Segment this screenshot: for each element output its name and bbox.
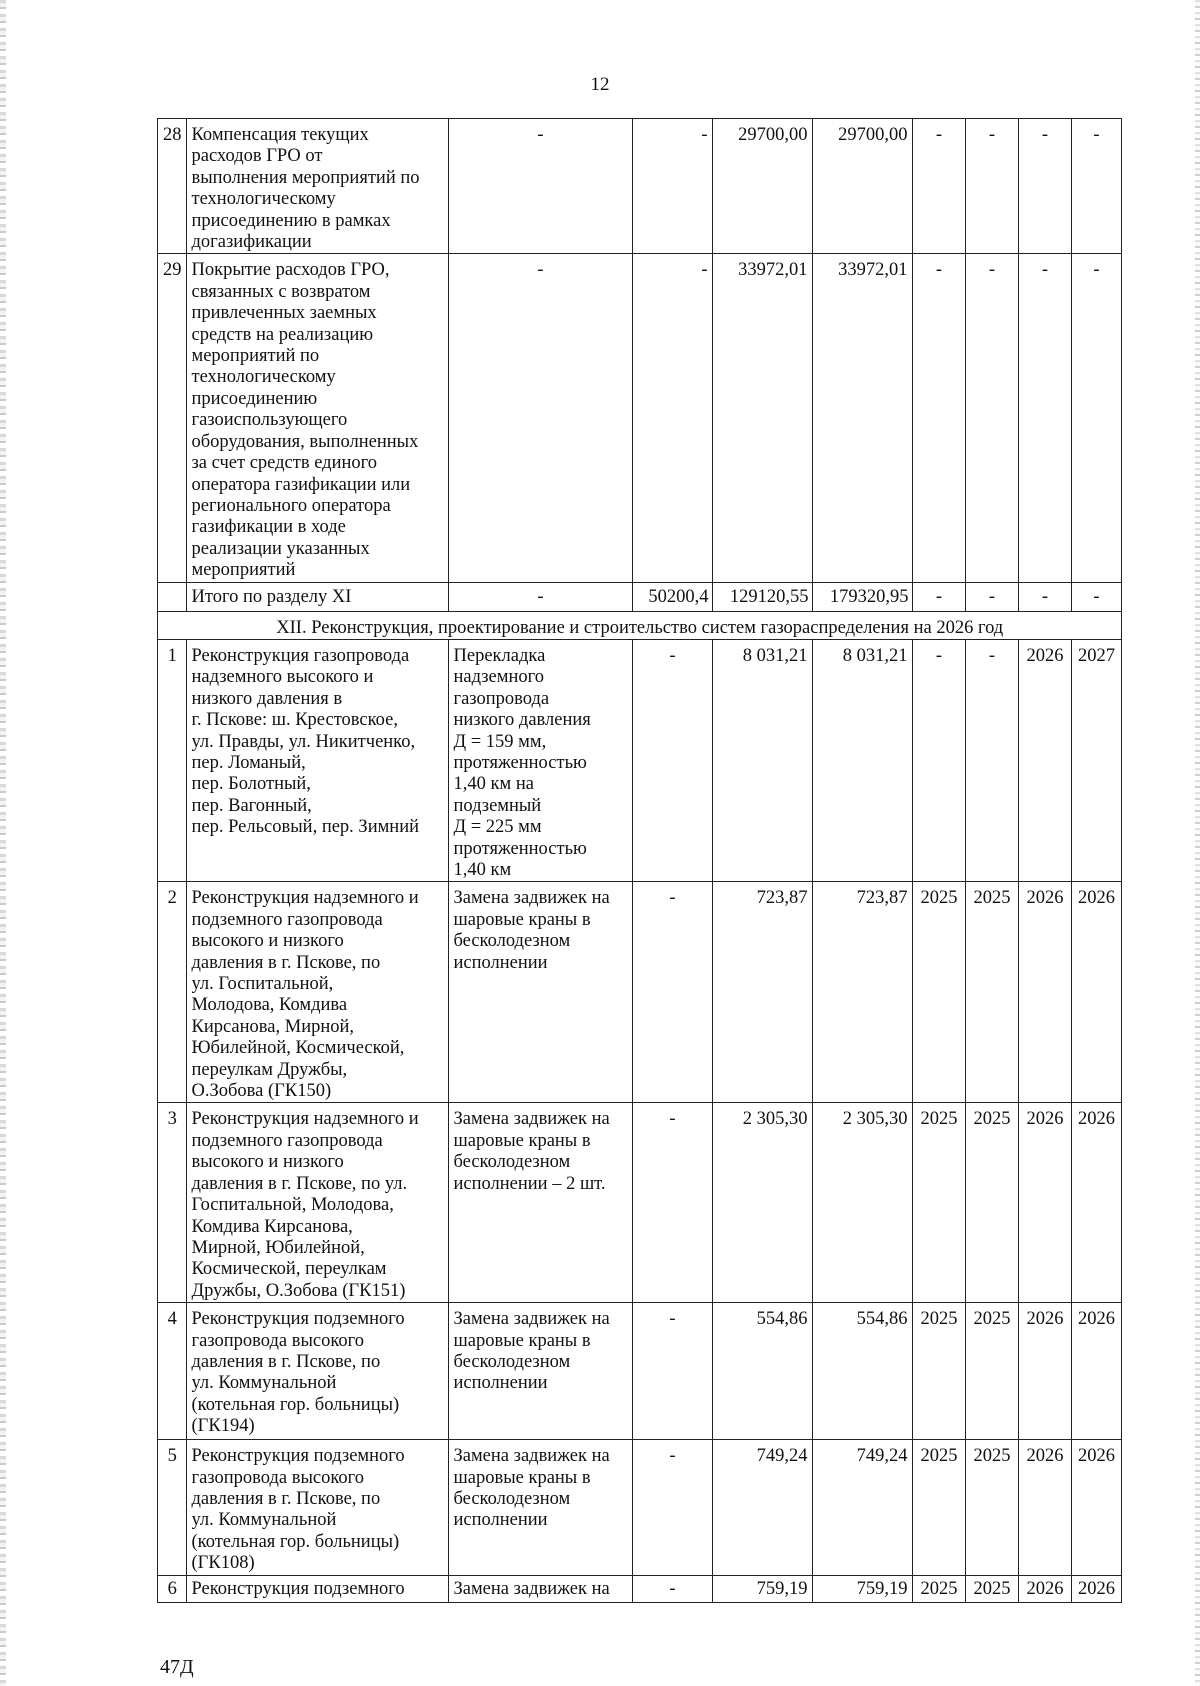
measure-name: Реконструкция надземного и подземного газопровода высокого и низкого давления в г. Пскове, по ул. Госпитальной, Молодова, Комдива Кирсанова, Мирной, Юбилейной, Космической, переулкам Дружбы, О.Зобова (ГК151): [186, 1103, 448, 1303]
value-total: 759,19: [812, 1575, 912, 1602]
year-1: 2025: [912, 1575, 965, 1602]
measure-name: Реконструкция подземного: [186, 1575, 448, 1602]
year-4: 2026: [1071, 1103, 1121, 1303]
measure-name: Реконструкция подземного газопровода высокого давления в г. Пскове, по ул. Коммунальной (котельная гор. больницы) (ГК108): [186, 1440, 448, 1575]
value-col-1: -: [632, 1303, 712, 1440]
value-col-2: 749,24: [712, 1440, 812, 1575]
value-col-1: -: [632, 1440, 712, 1575]
section-total-row: [158, 582, 1122, 611]
measure-name: Покрытие расходов ГРО, связанных с возвратом привлеченных заемных средств на реализацию мероприятий по технологическому присоединению газоиспользующего оборудования, выполненных за счет средств единого оператора газификации или регионального оператора газификации в ходе реализации указанных мероприятий: [186, 254, 448, 582]
row-number: 3: [158, 1103, 187, 1303]
value-total: 2 305,30: [812, 1103, 912, 1303]
year-1: 2025: [912, 1440, 965, 1575]
year-3: 2026: [1018, 882, 1071, 1103]
year-2: -: [965, 254, 1018, 582]
value-total: 749,24: [812, 1440, 912, 1575]
row-number: 28: [158, 119, 187, 254]
year-4: 2026: [1071, 882, 1121, 1103]
table-row: [158, 639, 1122, 881]
measure-description: -: [448, 254, 632, 582]
year-2: 2025: [965, 1103, 1018, 1303]
total-col-2: 129120,55: [712, 582, 812, 611]
value-total: 33972,01: [812, 254, 912, 582]
value-col-1: -: [632, 119, 712, 254]
document-code: 47Д: [160, 1656, 194, 1678]
year-2: 2025: [965, 1575, 1018, 1602]
measure-name: Реконструкция подземного газопровода высокого давления в г. Пскове, по ул. Коммунальной (котельная гор. больницы) (ГК194): [186, 1303, 448, 1440]
year-1: -: [912, 639, 965, 881]
measure-description: Замена задвижек на: [448, 1575, 632, 1602]
year-2: 2025: [965, 882, 1018, 1103]
year-2: 2025: [965, 1303, 1018, 1440]
year-1: 2025: [912, 1303, 965, 1440]
total-year-4: -: [1071, 582, 1121, 611]
table-row: [158, 119, 1122, 254]
value-col-1: -: [632, 1575, 712, 1602]
measure-description: Перекладка надземного газопровода низкого давления Д = 159 мм, протяженностью 1,40 км на подземный Д = 225 мм протяженностью 1,40 км: [448, 639, 632, 881]
measure-name: Реконструкция газопровода надземного высокого и низкого давления в г. Пскове: ш. Крестовское, ул. Правды, ул. Никитченко, пер. Ломаный, пер. Болотный, пер. Вагонный, пер. Рельсовый, пер. Зимний: [186, 639, 448, 881]
scan-edge-right: [1195, 0, 1200, 1686]
measure-name: Реконструкция надземного и подземного газопровода высокого и низкого давления в г. Пскове, по ул. Госпитальной, Молодова, Комдива Кирсанова, Мирной, Юбилейной, Космической, переулкам Дружбы, О.Зобова (ГК150): [186, 882, 448, 1103]
value-total: 554,86: [812, 1303, 912, 1440]
table-row: [158, 1575, 1122, 1602]
year-2: -: [965, 119, 1018, 254]
total-col-1: 50200,4: [632, 582, 712, 611]
year-1: 2025: [912, 882, 965, 1103]
row-number: 6: [158, 1575, 187, 1602]
year-3: 2026: [1018, 1575, 1071, 1602]
table-row: [158, 1440, 1122, 1575]
year-3: 2026: [1018, 639, 1071, 881]
year-1: 2025: [912, 1103, 965, 1303]
measure-description: -: [448, 119, 632, 254]
year-4: -: [1071, 119, 1121, 254]
year-1: -: [912, 254, 965, 582]
value-col-2: 2 305,30: [712, 1103, 812, 1303]
total-sum: 179320,95: [812, 582, 912, 611]
year-3: 2026: [1018, 1440, 1071, 1575]
gas-program-table: [157, 118, 1122, 1603]
row-number: 2: [158, 882, 187, 1103]
year-3: 2026: [1018, 1103, 1071, 1303]
year-2: 2025: [965, 1440, 1018, 1575]
value-col-1: -: [632, 882, 712, 1103]
year-4: 2026: [1071, 1440, 1121, 1575]
year-2: -: [965, 639, 1018, 881]
value-col-2: 29700,00: [712, 119, 812, 254]
measure-name: Компенсация текущих расходов ГРО от выполнения мероприятий по технологическому присоединению в рамках догазификации: [186, 119, 448, 254]
value-col-2: 554,86: [712, 1303, 812, 1440]
value-col-2: 759,19: [712, 1575, 812, 1602]
year-3: 2026: [1018, 1303, 1071, 1440]
value-col-2: 33972,01: [712, 254, 812, 582]
measure-description: Замена задвижек на шаровые краны в бесколодезном исполнении: [448, 1303, 632, 1440]
year-1: -: [912, 119, 965, 254]
page-number: 12: [590, 74, 610, 95]
table-row: [158, 254, 1122, 582]
row-number-empty: [158, 582, 187, 611]
table-row: [158, 1303, 1122, 1440]
value-total: 723,87: [812, 882, 912, 1103]
total-year-3: -: [1018, 582, 1071, 611]
table-row: [158, 882, 1122, 1103]
year-3: -: [1018, 119, 1071, 254]
table-row: [158, 1103, 1122, 1303]
value-col-1: -: [632, 1103, 712, 1303]
section-title: XII. Реконструкция, проектирование и строительство систем газораспределения на 2026 год: [158, 611, 1122, 639]
value-col-2: 723,87: [712, 882, 812, 1103]
total-label: Итого по разделу XI: [186, 582, 448, 611]
scan-edge-left: [0, 0, 6, 1686]
year-4: -: [1071, 254, 1121, 582]
value-total: 29700,00: [812, 119, 912, 254]
year-4: 2026: [1071, 1575, 1121, 1602]
total-description: -: [448, 582, 632, 611]
value-col-1: -: [632, 639, 712, 881]
total-year-1: -: [912, 582, 965, 611]
year-4: 2027: [1071, 639, 1121, 881]
value-col-2: 8 031,21: [712, 639, 812, 881]
row-number: 29: [158, 254, 187, 582]
measure-description: Замена задвижек на шаровые краны в бесколодезном исполнении – 2 шт.: [448, 1103, 632, 1303]
row-number: 5: [158, 1440, 187, 1575]
section-header-row: [158, 611, 1122, 639]
year-4: 2026: [1071, 1303, 1121, 1440]
row-number: 1: [158, 639, 187, 881]
row-number: 4: [158, 1303, 187, 1440]
total-year-2: -: [965, 582, 1018, 611]
value-total: 8 031,21: [812, 639, 912, 881]
value-col-1: -: [632, 254, 712, 582]
measure-description: Замена задвижек на шаровые краны в бесколодезном исполнении: [448, 1440, 632, 1575]
measure-description: Замена задвижек на шаровые краны в бесколодезном исполнении: [448, 882, 632, 1103]
year-3: -: [1018, 254, 1071, 582]
